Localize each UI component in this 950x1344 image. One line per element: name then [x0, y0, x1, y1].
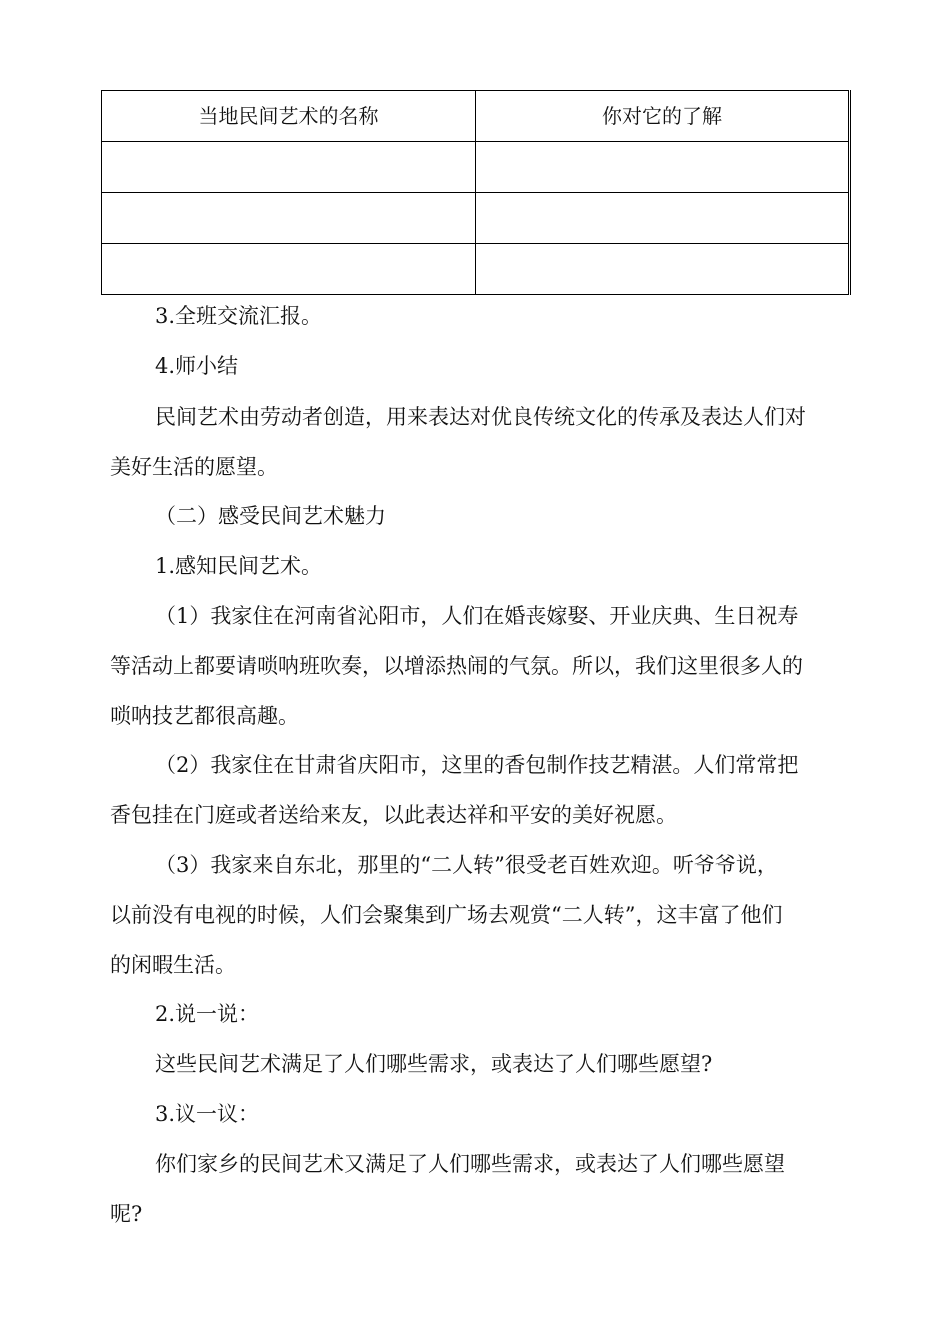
paragraph-class-report: 3.全班交流汇报。: [155, 304, 323, 328]
paragraph-talk-question: 这些民间艺术满足了人们哪些需求，或表达了人们哪些愿望?: [155, 1052, 713, 1076]
table-cell: [476, 142, 850, 193]
table-row: [102, 244, 850, 295]
paragraph-discuss: 3.议一议：: [155, 1102, 260, 1126]
table-cell: [476, 244, 850, 295]
table-row: [102, 142, 850, 193]
example-3-line2: 以前没有电视的时候，人们会聚集到广场去观赏“二人转”，这丰富了他们: [110, 903, 783, 927]
paragraph-discuss-question-line1: 你们家乡的民间艺术又满足了人们哪些需求，或表达了人们哪些愿望: [155, 1152, 785, 1176]
example-3-line3: 的闲暇生活。: [110, 953, 236, 977]
section-heading: （二）感受民间艺术魅力: [155, 504, 386, 528]
paragraph-teacher-summary: 4.师小结: [155, 354, 239, 378]
example-2-line1: （2）我家住在甘肃省庆阳市，这里的香包制作技艺精湛。人们常常把: [155, 753, 799, 777]
table-cell: [476, 193, 850, 244]
table-header-row: [102, 91, 850, 142]
table-row: [102, 193, 850, 244]
paragraph-summary-line2: 美好生活的愿望。: [110, 455, 278, 479]
folk-art-table: [101, 90, 851, 295]
table-header-cell: 当地民间艺术的名称: [102, 91, 476, 142]
paragraph-discuss-question-line2: 呢?: [110, 1202, 143, 1226]
paragraph-perceive: 1.感知民间艺术。: [155, 554, 323, 578]
table-cell: [102, 193, 476, 244]
table-header-cell: 你对它的了解: [476, 91, 850, 142]
example-3-line1: （3）我家来自东北，那里的“二人转”很受老百姓欢迎。听爷爷说，: [155, 853, 778, 877]
paragraph-talk: 2.说一说：: [155, 1002, 260, 1026]
table-cell: [102, 244, 476, 295]
example-1-line3: 唢呐技艺都很高趣。: [110, 704, 299, 728]
example-1-line2: 等活动上都要请唢呐班吹奏，以增添热闹的气氛。所以，我们这里很多人的: [110, 654, 803, 678]
example-2-line2: 香包挂在门庭或者送给来友，以此表达祥和平安的美好祝愿。: [110, 803, 677, 827]
paragraph-summary-line1: 民间艺术由劳动者创造，用来表达对优良传统文化的传承及表达人们对: [155, 405, 806, 429]
example-1-line1: （1）我家住在河南省沁阳市，人们在婚丧嫁娶、开业庆典、生日祝寿: [155, 604, 799, 628]
table-cell: [102, 142, 476, 193]
